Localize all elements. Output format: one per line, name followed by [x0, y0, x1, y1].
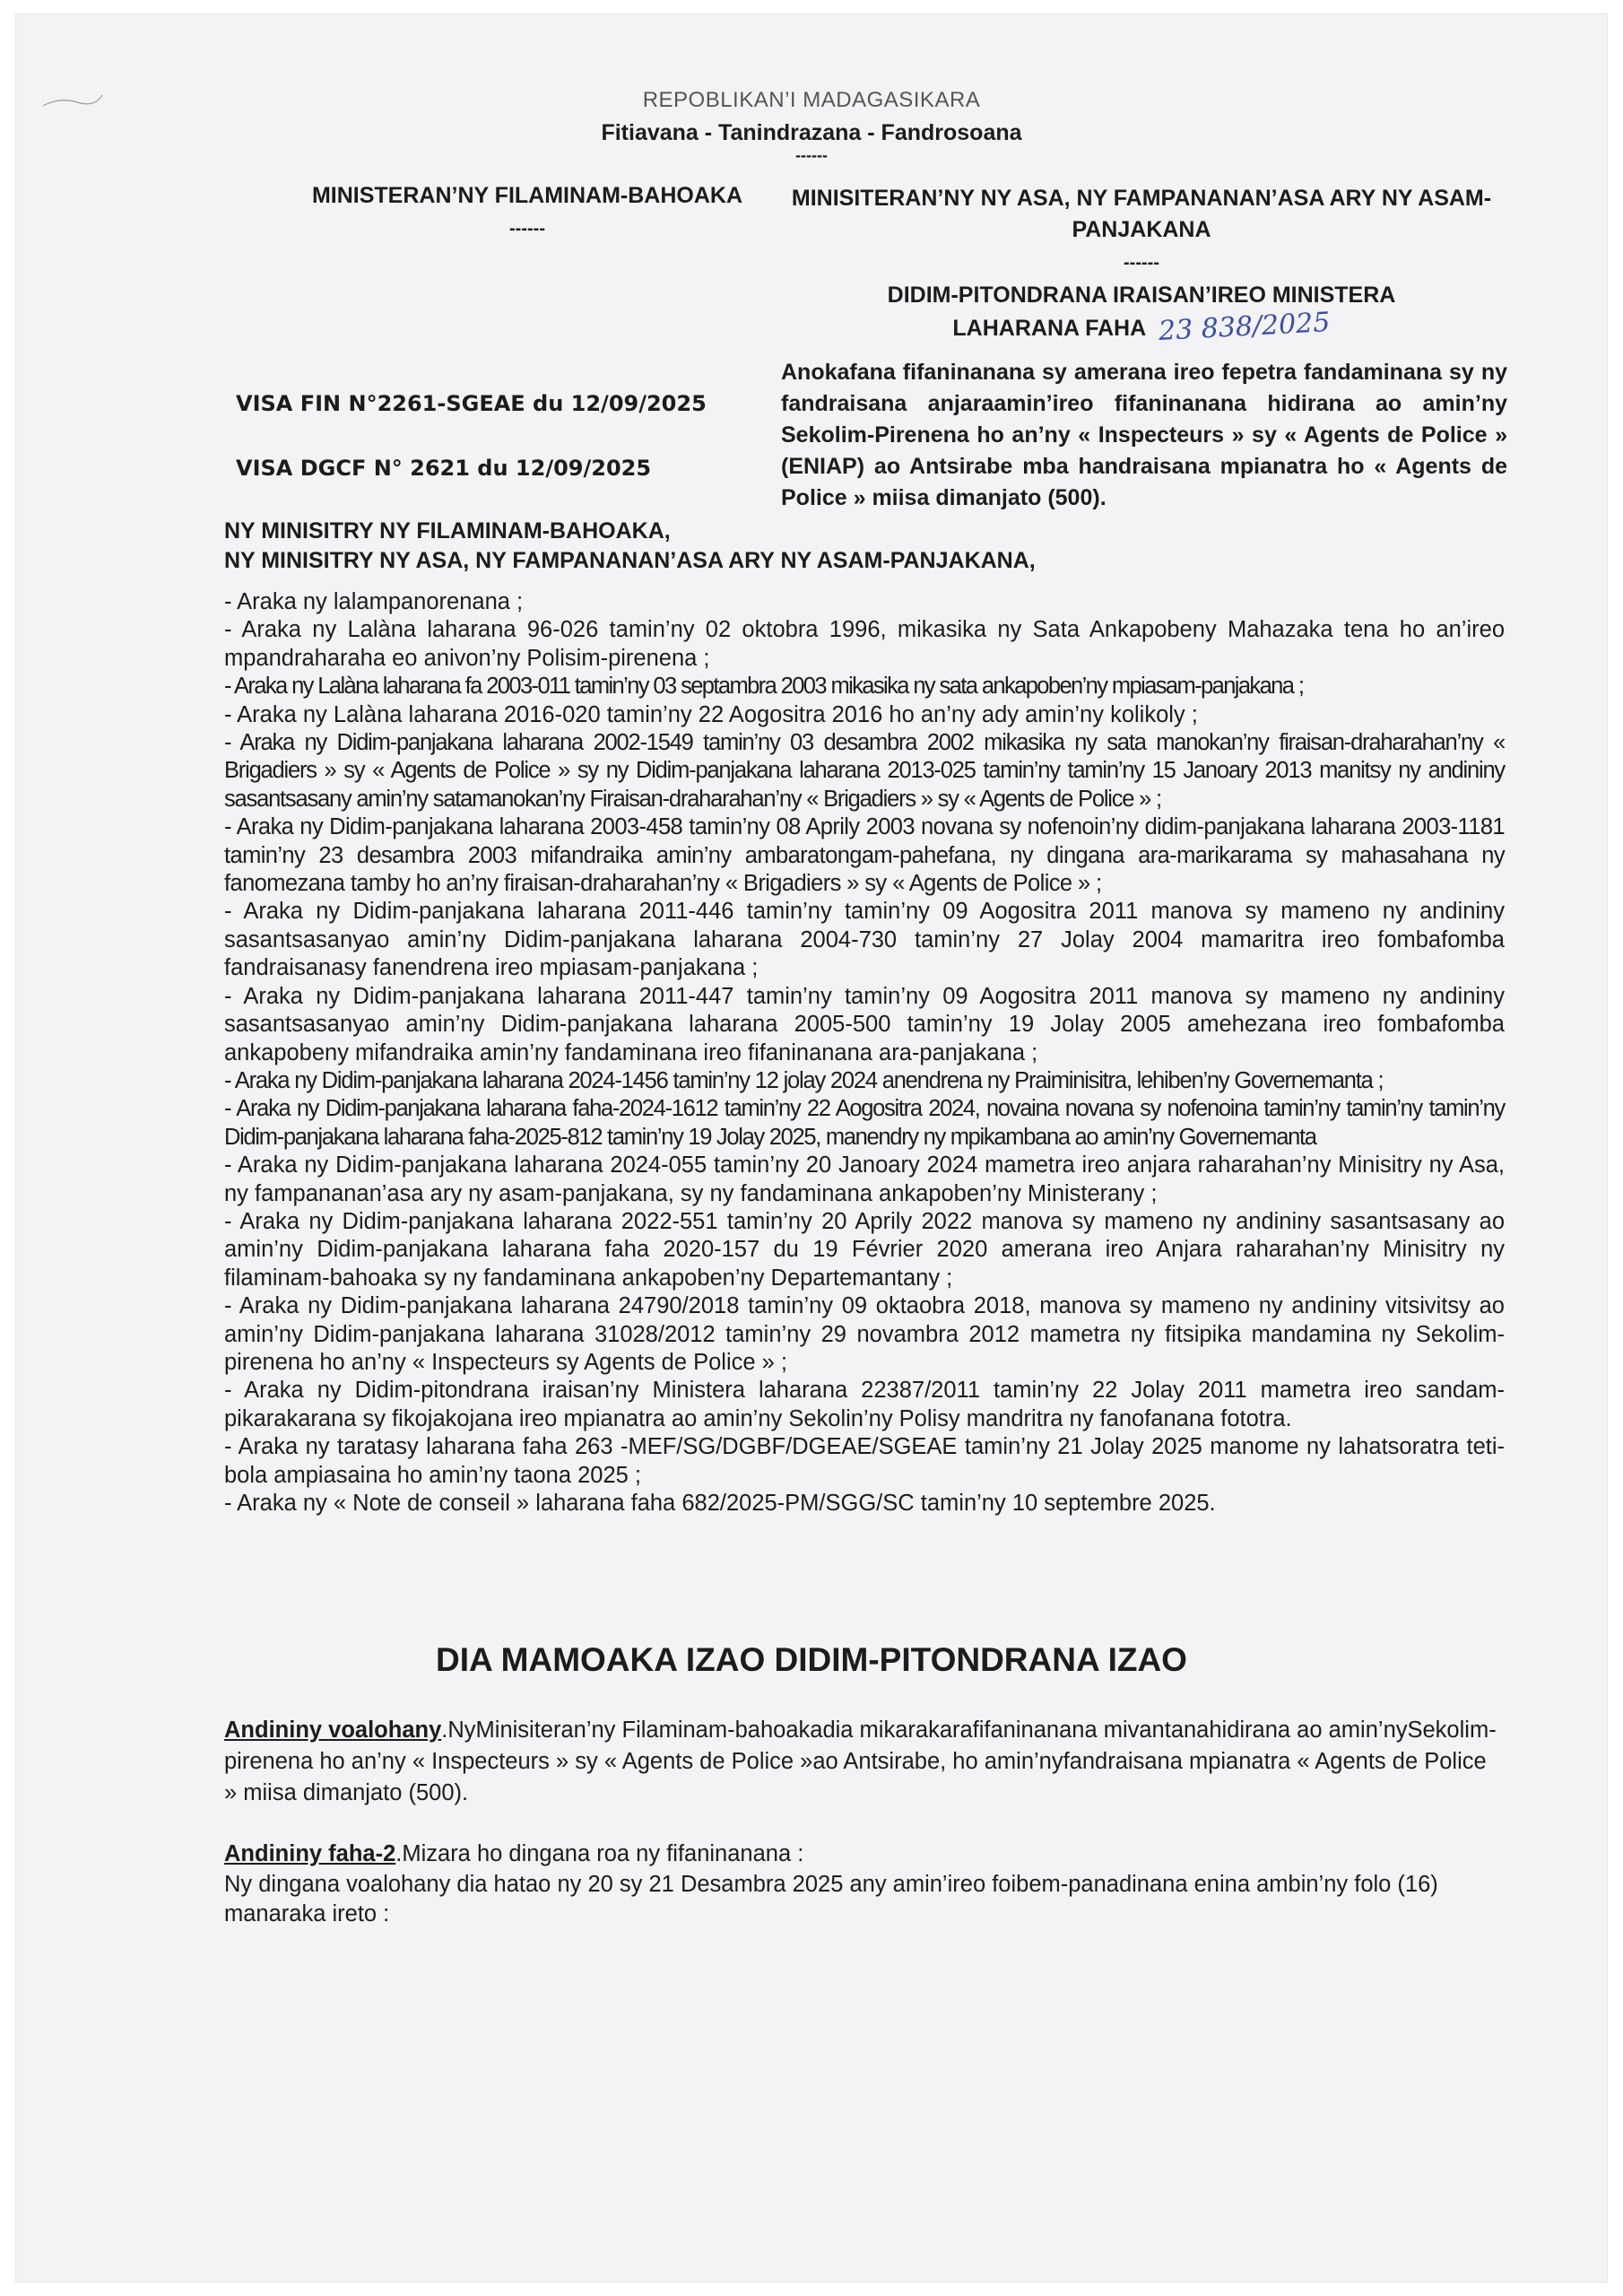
consideration-item: - Araka ny Didim-panjakana laharana 2002-1549 tamin’ny 03 desambra 2002 mikasika ny sata manokan’ny firaisan-draharahan’ny « Brigadiers » sy « Agents de Police » sy ny Didim-panjakana laharana 2013-025 tamin’ny tamin’ny 15 Janoary 2013 manitsy ny andininy sasantsasany amin’ny satamanokan’ny Firaisan-draharahan’ny « Brigadiers » sy « Agents de Police » ; [224, 730, 1505, 812]
article-1 [224, 1715, 1505, 1809]
decree-number [952, 307, 1332, 347]
ministry-line-2: NY MINISITRY NY ASA, NY FAMPANANAN’ASA ARY NY ASAM-PANJAKANA, [224, 548, 1036, 573]
consideration-item: - Araka ny Didim-panjakana laharana 2011-447 tamin’ny tamin’ny 09 Aogositra 2011 manova sy mameno ny andininy sasantsasanyao amin’ny Didim-panjakana laharana 2005-500 tamin’ny 19 Jolay 2005 amehezana ireo fombafomba ankapobeny mifandraika amin’ny fandaminana ireo fifaninanana ara-panjakana ; [224, 983, 1505, 1065]
header-separator: ------ [795, 146, 828, 164]
visa-fin: VISA FIN N°2261-SGEAE du 12/09/2025 [236, 391, 707, 416]
decision-title: DIA MAMOAKA IZAO DIDIM-PITONDRANA IZAO [436, 1641, 1187, 1678]
consideration-item: - Araka ny Didim-pitondrana iraisan’ny Ministera laharana 22387/2011 tamin’ny 22 Jolay 2011 mametra ireo sandam-pikarakarana sy fikojakojana ireo mpianatra ao amin’ny Sekolin’ny Polisy mandritra ny fanofanana fototra. [224, 1378, 1505, 1431]
consideration-item: - Araka ny Didim-panjakana laharana faha-2024-1612 tamin’ny 22 Aogositra 2024, novaina novana sy nofenoina tamin’ny tamin’ny tamin’ny Didim-panjakana laharana faha-2025-812 tamin’ny 19 Jolay 2025, manendry ny mpikambana ao amin’ny Governemanta [224, 1096, 1505, 1150]
ministry-right-separator: ------ [1124, 253, 1159, 273]
consideration-item: - Araka ny taratasy laharana faha 263 -MEF/SG/DGBF/DGEAE/SGEAE tamin’ny 21 Jolay 2025 manome ny lahatsoratra teti-bola ampiasaina ho amin’ny taona 2025 ; [224, 1434, 1505, 1488]
consideration-item: - Araka ny Didim-panjakana laharana 24790/2018 tamin’ny 09 oktaobra 2018, manova sy mameno ny andininy vitsivitsy ao amin’ny Didim-panjakana laharana 31028/2012 tamin’ny 29 novambra 2012 mametra ny fitsipika mandamina ny Sekolim-pirenena ho an’ny « Inspecteurs sy Agents de Police » ; [224, 1293, 1505, 1375]
ministry-left-name: MINISTERAN’NY FILAMINAM-BAHOAKA [311, 183, 743, 208]
article-2-text: .Mizara ho dingana roa ny fifaninanana : [395, 1841, 804, 1866]
article-2 [224, 1839, 1505, 1929]
issuing-ministries [224, 517, 1480, 576]
consideration-item: - Araka ny Didim-panjakana laharana 2011-446 tamin’ny tamin’ny 09 Aogositra 2011 manova sy mameno ny andininy sasantsasanyao amin’ny Didim-panjakana laharana 2004-730 tamin’ny 27 Jolay 2004 mamaritra ireo fombafomba fandraisanasy fanendrena ireo mpiasam-panjakana ; [224, 899, 1505, 981]
consideration-item: - Araka ny Lalàna laharana 2016-020 tamin’ny 22 Aogositra 2016 ho an’ny ady amin’ny kolikoly ; [224, 701, 1198, 727]
republic-title: REPOBLIKAN’I MADAGASIKARA [642, 88, 981, 112]
handwritten-decree-number: 23 838/2025 [1158, 307, 1332, 347]
national-motto: Fitiavana - Tanindrazana - Fandrosoana [601, 120, 1022, 145]
decree-number-label: LAHARANA FAHA [952, 316, 1146, 341]
article-1-label: Andininy voalohany [224, 1718, 442, 1743]
consideration-item: - Araka ny Lalàna laharana 96-026 tamin’ny 02 oktobra 1996, mikasika ny Sata Ankapobeny Mahazaka tena ho an’ireo mpandraharaha eo anivon’ny Polisim-pirenena ; [224, 617, 1505, 671]
consideration-item: - Araka ny lalampanorenana ; [224, 589, 524, 614]
decree-subject: Anokafana fifaninanana sy amerana ireo fepetra fandaminana sy ny fandraisana anjaraamin’ireo fifaninanana hidirana ao amin’ny Sekolim-Pirenena ho an’ny « Inspecteurs » sy « Agents de Police » (ENIAP) ao Antsirabe mba handraisana mpianatra ho « Agents de Police » miisa dimanjato (500). [781, 360, 1507, 510]
consideration-item: - Araka ny Didim-panjakana laharana 2024-1456 tamin’ny 12 jolay 2024 anendrena ny Praiminisitra, lehiben’ny Governemanta ; [224, 1067, 1384, 1093]
decree-heading [778, 280, 1505, 347]
ministry-line-1: NY MINISITRY NY FILAMINAM-BAHOAKA, [224, 518, 671, 544]
considerations-list [224, 588, 1505, 1518]
ministry-right-name: MINISITERAN’NY NY ASA, NY FAMPANANAN’ASA ARY NY ASAM-PANJAKANA [791, 186, 1492, 242]
article-2-label: Andininy faha-2 [224, 1841, 396, 1866]
consideration-item: - Araka ny Didim-panjakana laharana 2022-551 tamin’ny 20 Aprily 2022 manova sy mameno ny andininy sasantsasany ao amin’ny Didim-panjakana laharana faha 2020-157 du 19 Février 2020 amerana ireo Anjara raharahan’ny Minisitry ny filaminam-bahoaka sy ny fandaminana ankapoben’ny Departemantany ; [224, 1208, 1505, 1291]
article-2-text-continued: Ny dingana voalohany dia hatao ny 20 sy 21 Desambra 2025 any amin’ireo foibem-panadinana enina ambin’ny folo (16) manaraka ireto : [224, 1872, 1438, 1926]
consideration-item: - Araka ny Lalàna laharana fa 2003-011 tamin’ny 03 septambra 2003 mikasika ny sata ankapoben’ny mpiasam-panjakana ; [224, 674, 1304, 700]
ministry-left-separator: ------ [509, 219, 545, 239]
consideration-item: - Araka ny « Note de conseil » laharana faha 682/2025-PM/SGG/SC tamin’ny 10 septembre 2025. [224, 1491, 1216, 1516]
article-1-text: .NyMinisiteran’ny Filaminam-bahoakadia mikarakarafifaninanana mivantanahidirana ao amin’nySekolim-pirenena ho an’ny « Inspecteurs » sy « Agents de Police »ao Antsirabe, ho amin’nyfandraisana mpianatra « Agents de Police » miisa dimanjato (500). [224, 1718, 1497, 1805]
consideration-item: - Araka ny Didim-panjakana laharana 2024-055 tamin’ny 20 Janoary 2024 mametra ireo anjara raharahan’ny Minisitry ny Asa, ny fampananan’asa ary ny asam-panjakana, sy ny fandaminana ankapoben’ny Ministerany ; [224, 1152, 1505, 1206]
document-page [16, 14, 1607, 2282]
decree-title: DIDIM-PITONDRANA IRAISAN’IREO MINISTERA [887, 283, 1396, 308]
visa-dgcf: VISA DGCF N° 2621 du 12/09/2025 [236, 456, 652, 481]
consideration-item: - Araka ny Didim-panjakana laharana 2003-458 tamin’ny 08 Aprily 2003 novana sy nofenoin’ny didim-panjakana laharana 2003-1181 tamin’ny 23 desambra 2003 mifandraika amin’ny ambaratongam-pahefana, ny dingana ara-marikarama sy mahasahana ny fanomezana tamby ho an’ny firaisan-draharahan’ny « Brigadiers » sy « Agents de Police » ; [224, 814, 1505, 897]
